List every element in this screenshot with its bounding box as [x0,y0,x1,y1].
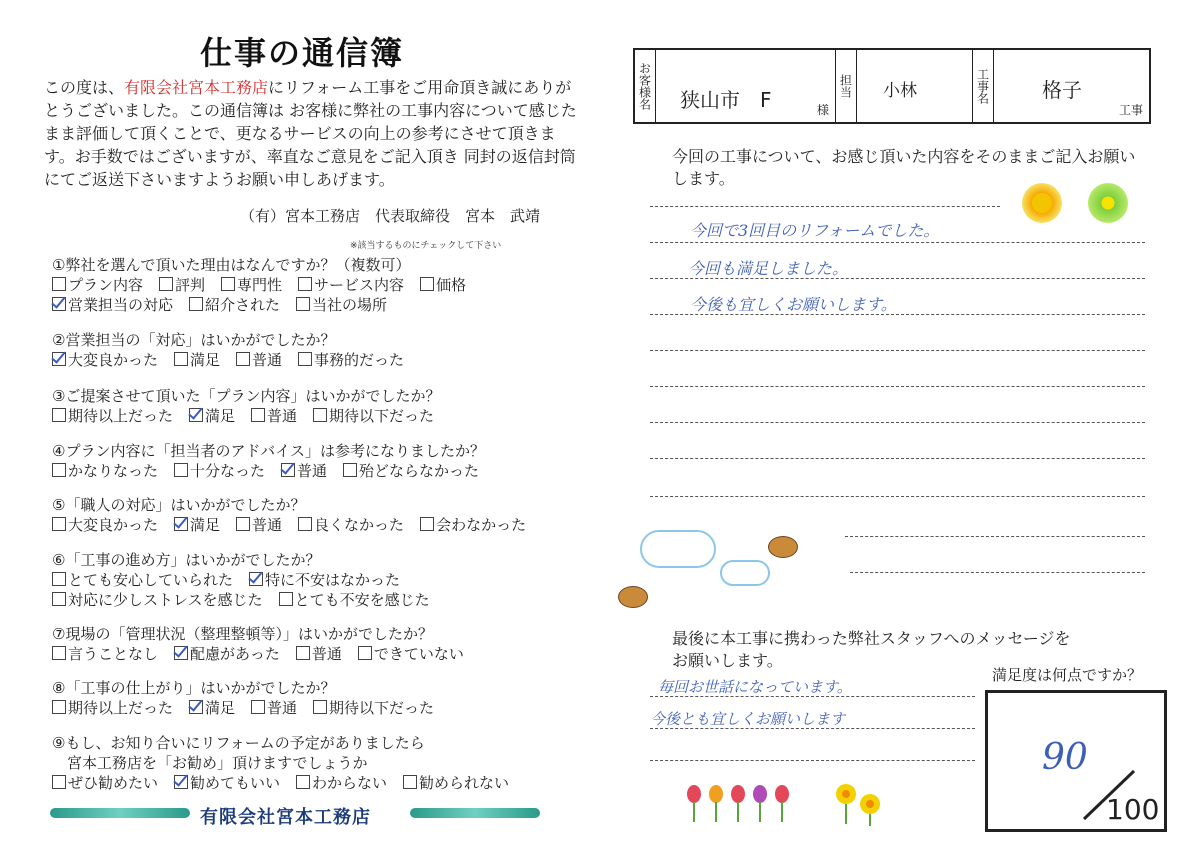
work-cell [973,50,1149,122]
option-label: 良くなかった [314,516,405,534]
option-checkbox[interactable] [52,570,233,590]
checked-box-icon[interactable] [174,775,188,789]
question-title: ①弊社を選んで頂いた理由はなんですか？（複数可） [52,256,411,274]
staff-cell [836,50,973,122]
checkbox-icon[interactable] [296,775,310,789]
checkbox-icon[interactable] [313,408,327,422]
question-options [52,350,552,370]
comment-line-2: 今回も満足しました。 [688,259,849,278]
question-1 [52,255,552,315]
checked-box-icon[interactable] [52,352,66,366]
page-title: 仕事の通信簿 [200,34,405,72]
message-prompt: 最後に本工事に携わった弊社スタッフへのメッセージをお願いします。 [672,629,1071,670]
question-4 [52,441,552,481]
intro-after: にリフォーム工事をご用命頂き誠にありがとうございました。この通信簿は お客様に弊社の工事内容について感じたまま評価して頂くことで、更なるサービスの向上の参考にさせて頂きます。お手数ではございますが、率直なご意見をご記入頂き 同封の返信封筒にてご返送下さいますようお願い申しあげます。 [44,78,577,189]
option-checkbox[interactable] [52,461,158,481]
checkbox-icon[interactable] [420,277,434,291]
small-cloud-icon [720,560,770,586]
checkbox-icon[interactable] [174,463,188,477]
right-wave-decoration [410,808,540,818]
option-checkbox[interactable] [313,406,434,426]
daisies-icon [834,780,884,826]
option-label: 普通 [267,699,298,717]
checkbox-icon[interactable] [298,277,312,291]
option-checkbox[interactable] [174,773,280,793]
question-5 [52,495,552,535]
tulips-icon [686,784,802,824]
checkbox-icon[interactable] [52,463,66,477]
checkbox-icon[interactable] [236,517,250,531]
option-checkbox[interactable] [296,644,342,664]
option-checkbox[interactable] [52,406,173,426]
question-title: ④プラン内容に「担当者のアドバイス」は参考になりましたか？ [52,442,486,460]
option-checkbox[interactable] [298,350,404,370]
option-checkbox[interactable] [281,461,327,481]
checkbox-icon[interactable] [236,352,250,366]
option-checkbox[interactable] [159,275,205,295]
intro-before: この度は、 [44,78,125,97]
option-label: 配慮があった [190,645,280,663]
option-checkbox[interactable] [279,590,430,610]
question-options [52,275,552,315]
bird-icon [768,536,798,558]
cloud-icon [640,530,716,568]
question-options [52,570,552,610]
checked-box-icon[interactable] [174,517,188,531]
option-checkbox[interactable] [249,570,400,590]
checkbox-icon[interactable] [296,297,310,311]
option-label: 紹介された [205,296,281,314]
option-checkbox[interactable] [420,515,526,535]
question-title: ③ご提案させて頂いた「プラン内容」はいかがでしたか？ [52,387,441,405]
option-label: 会わなかった [436,516,527,534]
option-label: 満足 [205,407,236,425]
option-label: 満足 [190,351,221,369]
checkbox-icon[interactable] [358,646,372,660]
question-title: ⑧「工事の仕上がり」はいかがでしたか？ [52,679,336,697]
option-label: 期待以下だった [329,407,435,425]
question-6 [52,550,552,610]
option-label: 当社の場所 [312,296,388,314]
work-label: 工事名 [973,50,994,122]
option-label: 期待以下だった [329,699,435,717]
option-label: サービス内容 [314,276,405,294]
question-8 [52,678,552,718]
question-options [52,644,552,664]
green-flower-icon [1088,183,1128,223]
option-checkbox[interactable] [296,773,387,793]
option-label: 期待以上だった [68,407,174,425]
check-note: ※該当するものにチェックして下さい [350,241,502,251]
option-checkbox[interactable] [251,406,297,426]
option-checkbox[interactable] [403,773,509,793]
option-checkbox[interactable] [358,644,464,664]
option-checkbox[interactable] [52,590,263,610]
option-checkbox[interactable] [174,644,280,664]
intro-paragraph [44,76,584,191]
checked-box-icon[interactable] [174,646,188,660]
message-line-1: 毎回お世話になっています。 [658,678,852,696]
option-label: 価格 [436,276,467,294]
option-label: 普通 [252,516,283,534]
option-checkbox[interactable] [52,295,173,315]
option-label: 普通 [252,351,283,369]
checked-box-icon[interactable] [52,297,66,311]
question-options [52,406,552,426]
message-line-2: 今後とも宜しくお願いします [650,710,846,728]
option-checkbox[interactable] [174,515,220,535]
option-label: 普通 [297,462,328,480]
checkbox-icon[interactable] [189,297,203,311]
checkbox-icon[interactable] [343,463,357,477]
option-label: 殆どならなかった [359,462,480,480]
signature: （有）宮本工務店 代表取締役 宮本 武靖 [240,207,541,225]
option-checkbox[interactable] [52,275,143,295]
option-label: 事務的だった [314,351,405,369]
comments-prompt: 今回の工事について、お感じ頂いた内容をそのままご記入お願いします。 [672,147,1136,188]
checkbox-icon[interactable] [52,646,66,660]
checkbox-icon[interactable] [52,408,66,422]
checkbox-icon[interactable] [52,572,66,586]
option-label: 勧められない [419,774,510,792]
option-checkbox[interactable] [296,295,387,315]
checkbox-icon[interactable] [251,408,265,422]
checkbox-icon[interactable] [52,592,66,606]
score-prompt: 満足度は何点ですか？ [992,666,1143,684]
option-label: 満足 [205,699,236,717]
comment-line-1: 今回で3回目のリフォームでした。 [690,221,940,240]
staff-name: 小林 [883,81,917,101]
option-checkbox[interactable] [189,295,280,315]
option-label: かなりなった [68,462,159,480]
option-label: 評判 [175,276,206,294]
checkbox-icon[interactable] [298,352,312,366]
customer-name: 狭山市 F [680,88,772,112]
option-checkbox[interactable] [298,275,404,295]
question-options [52,461,552,481]
option-label: 大変良かった [68,516,159,534]
bird-icon-2 [618,586,648,608]
question-options [52,698,552,718]
option-checkbox[interactable] [221,275,282,295]
checkbox-icon[interactable] [420,517,434,531]
option-label: 営業担当の対応 [68,296,174,314]
score-max: 100 [1106,793,1160,826]
checkbox-icon[interactable] [296,646,310,660]
footer-company: 有限会社宮本工務店 [200,807,371,828]
option-label: 十分なった [190,462,266,480]
question-options [52,773,552,793]
checkbox-icon[interactable] [174,352,188,366]
option-label: とても安心していられた [68,571,234,589]
option-label: 特に不安はなかった [265,571,401,589]
option-checkbox[interactable] [189,698,235,718]
checkbox-icon[interactable] [159,277,173,291]
option-checkbox[interactable] [174,461,265,481]
option-checkbox[interactable] [52,773,158,793]
score-box [985,690,1167,832]
checkbox-icon[interactable] [298,517,312,531]
option-label: とても不安を感じた [294,591,430,609]
option-label: 普通 [267,407,298,425]
checkbox-icon[interactable] [251,700,265,714]
option-label: 言うことなし [68,645,159,663]
score-value: 90 [1042,737,1088,778]
option-label: わからない [312,774,388,792]
option-checkbox[interactable] [343,461,479,481]
option-checkbox[interactable] [52,644,158,664]
option-label: ぜひ勧めたい [68,774,159,792]
question-options [52,515,552,535]
question-title: ⑤「職人の対応」はいかがでしたか？ [52,496,306,514]
staff-label: 担当 [836,50,857,122]
option-checkbox[interactable] [420,275,466,295]
option-label: 普通 [311,645,342,663]
option-checkbox[interactable] [52,350,158,370]
option-label: できていない [373,645,464,663]
checkbox-icon[interactable] [279,592,293,606]
option-checkbox[interactable] [52,698,173,718]
sunflower-icon [1022,183,1062,223]
option-label: プラン内容 [68,276,144,294]
option-label: 期待以上だった [68,699,174,717]
question-3 [52,386,552,426]
option-checkbox[interactable] [189,406,235,426]
checkbox-icon[interactable] [313,700,327,714]
option-label: 大変良かった [68,351,159,369]
question-7 [52,624,552,664]
intro-company: 有限会社宮本工務店 [124,78,269,97]
option-checkbox[interactable] [298,515,404,535]
option-checkbox[interactable] [236,350,282,370]
option-checkbox[interactable] [174,350,220,370]
option-checkbox[interactable] [313,698,434,718]
customer-cell [635,50,836,122]
checked-box-icon[interactable] [281,463,295,477]
checkbox-icon[interactable] [221,277,235,291]
checkbox-icon[interactable] [52,700,66,714]
customer-label: お客様名 [635,50,656,122]
question-title: ⑦現場の「管理状況（整理整頓等）」はいかがでしたか？ [52,625,433,643]
option-checkbox[interactable] [236,515,282,535]
option-label: 満足 [190,516,221,534]
option-checkbox[interactable] [251,698,297,718]
checked-box-icon[interactable] [189,700,203,714]
left-wave-decoration [50,808,190,818]
checkbox-icon[interactable] [52,277,66,291]
checkbox-icon[interactable] [403,775,417,789]
option-label: 勧めてもいい [190,774,281,792]
work-suffix: 工事 [1118,103,1143,117]
work-name: 格子 [1042,78,1082,102]
header-table [633,48,1151,124]
option-label: 専門性 [237,276,283,294]
question-title: ⑨もし、お知り合いにリフォームの予定がありましたら 宮本工務店を「お勧め」頂けますでしょうか [52,734,425,772]
question-title: ②営業担当の「対応」はいかがでしたか？ [52,331,336,349]
question-2 [52,330,552,370]
option-checkbox[interactable] [52,515,158,535]
checkbox-icon[interactable] [52,517,66,531]
question-title: ⑥「工事の進め方」はいかがでしたか？ [52,551,321,569]
checked-box-icon[interactable] [249,572,263,586]
question-9 [52,733,552,793]
option-label: 対応に少しストレスを感じた [68,591,263,609]
checkbox-icon[interactable] [52,775,66,789]
comment-line-3: 今後も宜しくお願いします。 [690,295,897,314]
customer-suffix: 様 [816,103,829,117]
checked-box-icon[interactable] [189,408,203,422]
